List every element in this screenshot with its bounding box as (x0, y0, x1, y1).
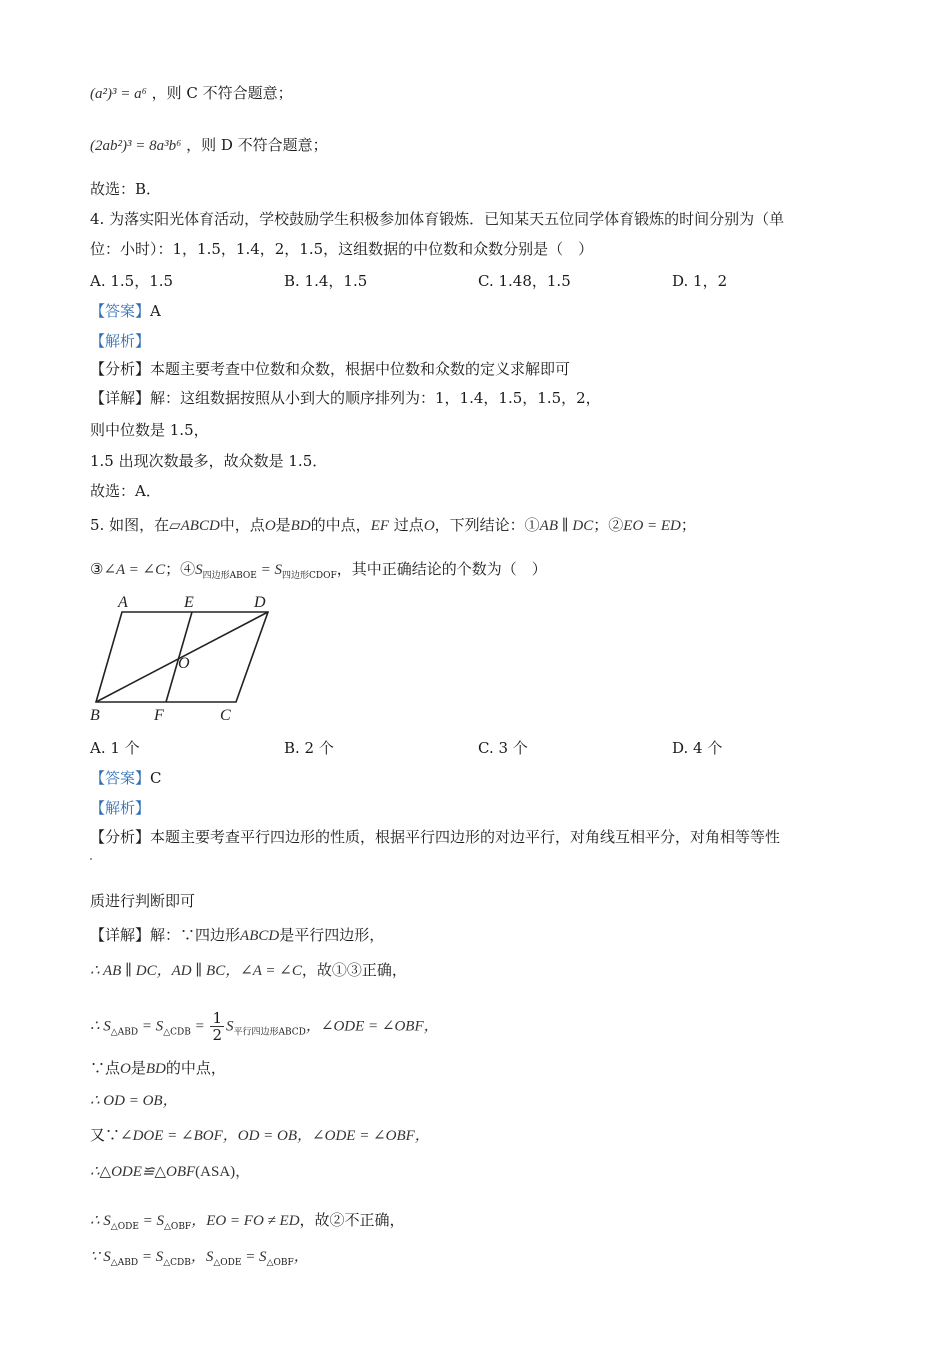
q4-mode: 1.5 出现次数最多，故众数是 1.5． (90, 452, 328, 470)
q5-detail (90, 924, 384, 947)
detail-tag: 【详解】 (90, 389, 151, 407)
text: 的中点， (310, 516, 371, 534)
q4-jiexi-tag: 【解析】 (90, 332, 151, 350)
math-expr: O (120, 1061, 131, 1077)
text: ，则 D 不符合题意； (186, 136, 328, 154)
math-expr: ∠A = ∠C (103, 562, 166, 578)
step-4 (90, 1089, 178, 1112)
q5-option-a: A. 1 个 (90, 739, 140, 757)
math-expr: O (423, 518, 435, 534)
text: ，故②不正确， (299, 1211, 405, 1229)
step-1 (90, 959, 407, 982)
analysis-text: 本题主要考查中位数和众数，根据中位数和众数的定义求解即可 (150, 360, 571, 378)
label-o: O (178, 655, 190, 672)
q4-analysis (90, 358, 570, 380)
subscript: 四边形ABOE (202, 571, 257, 581)
step-7 (90, 1209, 405, 1238)
fraction-numerator: 1 (212, 1009, 222, 1027)
q5-answer (90, 767, 162, 789)
math-expr: ∵ S (90, 1249, 111, 1265)
subscript: △OBF (164, 1222, 192, 1232)
subscript: △ODE (213, 1258, 242, 1268)
subscript: △OBF (266, 1258, 294, 1268)
subscript: △ABD (110, 1027, 139, 1038)
q4-option-a: A. 1.5，1.5 (90, 272, 174, 290)
math-expr: ， (293, 1249, 309, 1265)
q5-option-c: C. 3 个 (478, 739, 528, 757)
text: ；② (593, 516, 624, 534)
subscript: 平行四边形ABCD (233, 1027, 306, 1038)
text: 5. 如图，在 (90, 516, 170, 534)
step-3 (90, 1057, 226, 1080)
math-expr: = S (241, 1249, 267, 1265)
step-5 (90, 1124, 430, 1147)
q5-option-b: B. 2 个 (284, 739, 334, 757)
q4-median: 则中位数是 1.5， (90, 421, 209, 439)
page-break-dot (90, 858, 92, 860)
label-c: C (220, 707, 231, 724)
q4-option-d: D. 1，2 (672, 272, 728, 290)
q5-jiexi-tag: 【解析】 (90, 799, 151, 817)
text: 是平行四边形， (279, 926, 385, 944)
q5-analysis (90, 826, 780, 848)
text: ； (680, 516, 696, 534)
line-choose-b: 故选：B． (90, 180, 162, 198)
text: 中，点 (219, 516, 265, 534)
math-expr: (a²)³ = a⁶ (90, 86, 147, 102)
answer-value: A (150, 302, 161, 320)
q5-stem-line1 (90, 514, 696, 537)
step-6 (90, 1160, 250, 1183)
detail-text: 解：这组数据按照从小到大的顺序排列为：1，1.4，1.5，1.5，2， (150, 389, 601, 407)
text: ；④ (165, 560, 196, 578)
math-expr: ∴ AB ∥ DC，AD ∥ BC，∠A = ∠C (90, 963, 302, 979)
step-2 (90, 1010, 439, 1044)
subscript: △ABD (110, 1258, 139, 1268)
math-expr: AB ∥ DC (539, 518, 594, 534)
analysis-text: 本题主要考查平行四边形的性质，根据平行四边形的对边平行，对角线互相平分，对角相等等性 (150, 828, 781, 846)
analysis-tag: 【分析】 (90, 828, 151, 846)
subscript: △CDB (163, 1027, 191, 1038)
answer-tag: 【答案】 (90, 302, 151, 320)
label-a: A (118, 594, 128, 611)
fraction-denominator: 2 (212, 1026, 222, 1044)
q5-option-d: D. 4 个 (672, 739, 723, 757)
math-expr: BD (145, 1061, 166, 1077)
q4-option-c: C. 1.48，1.5 (478, 272, 571, 290)
math-expr: ∠DOE = ∠BOF，OD = OB，∠ODE = ∠OBF， (120, 1128, 430, 1144)
math-expr: ，EO = FO ≠ ED (191, 1213, 300, 1229)
math-expr: ▱ABCD (169, 518, 220, 534)
text: ，下列结论：① (434, 516, 540, 534)
math-expr: ，S (190, 1249, 214, 1265)
q4-stem-line1: 4. 为落实阳光体育活动，学校鼓励学生积极参加体育锻炼．已知某天五位同学体育锻炼的时间分别为（单 (90, 210, 785, 228)
analysis-tag: 【分析】 (90, 360, 151, 378)
math-expr: = (190, 1018, 209, 1035)
label-f: F (154, 707, 164, 724)
q4-option-b: B. 1.4，1.5 (284, 272, 368, 290)
line-c-check (90, 82, 293, 105)
math-expr: ，∠ODE = ∠OBF， (305, 1018, 439, 1035)
math-expr: = S (256, 562, 282, 578)
text: 又∵ (90, 1126, 121, 1144)
math-expr: ∴ S (90, 1018, 111, 1035)
subscript: △CDB (163, 1258, 191, 1268)
math-expr: = S (138, 1018, 164, 1035)
q4-detail (90, 387, 601, 409)
step-8 (90, 1245, 309, 1274)
line-d-check (90, 134, 328, 157)
text: ，故①③正确， (301, 961, 407, 979)
math-expr: EF (370, 518, 390, 534)
answer-tag: 【答案】 (90, 769, 151, 787)
q5-stem-line2 (90, 558, 547, 587)
label-b: B (90, 707, 100, 724)
text: ∵点 (90, 1059, 121, 1077)
math-expr: (ASA)， (195, 1164, 251, 1180)
math-expr: = S (138, 1213, 165, 1229)
math-expr: S (226, 1018, 234, 1035)
q4-answer (90, 300, 161, 322)
q4-stem-line2: 位：小时）：1，1.5，1.4，2，1.5，这组数据的中位数和众数分别是（ ） (90, 240, 594, 258)
text: ③ (90, 560, 104, 578)
math-expr: ∴△ODE≌△OBF (90, 1164, 196, 1180)
q5-analysis-cont: 质进行判断即可 (90, 892, 196, 910)
math-expr: EO = ED (623, 518, 681, 534)
label-e: E (184, 594, 194, 611)
text: 过点 (393, 516, 424, 534)
math-expr: ∴ S (90, 1213, 111, 1229)
text: 是 (130, 1059, 146, 1077)
text: 是 (275, 516, 291, 534)
math-expr: (2ab²)³ = 8a³b⁶ (90, 138, 182, 154)
math-expr: = S (138, 1249, 164, 1265)
label-d: D (254, 594, 266, 611)
answer-value: C (150, 769, 162, 787)
text: 的中点， (165, 1059, 226, 1077)
math-expr: O (264, 518, 276, 534)
math-expr: ABCD (240, 928, 280, 944)
subscript: 四边形CDOF (281, 571, 337, 581)
text: ，则 C 不符合题意； (151, 84, 293, 102)
text: 解：∵四边形 (150, 926, 241, 944)
math-expr: ∴ OD = OB， (90, 1093, 178, 1109)
fraction (210, 1010, 224, 1043)
math-expr: BD (290, 518, 311, 534)
parallelogram-figure (88, 590, 288, 725)
text: ，其中正确结论的个数为（ ） (336, 560, 547, 578)
detail-tag: 【详解】 (90, 926, 151, 944)
subscript: △ODE (110, 1222, 139, 1232)
q4-choose: 故选：A． (90, 482, 161, 500)
math-expr: S (195, 562, 203, 578)
